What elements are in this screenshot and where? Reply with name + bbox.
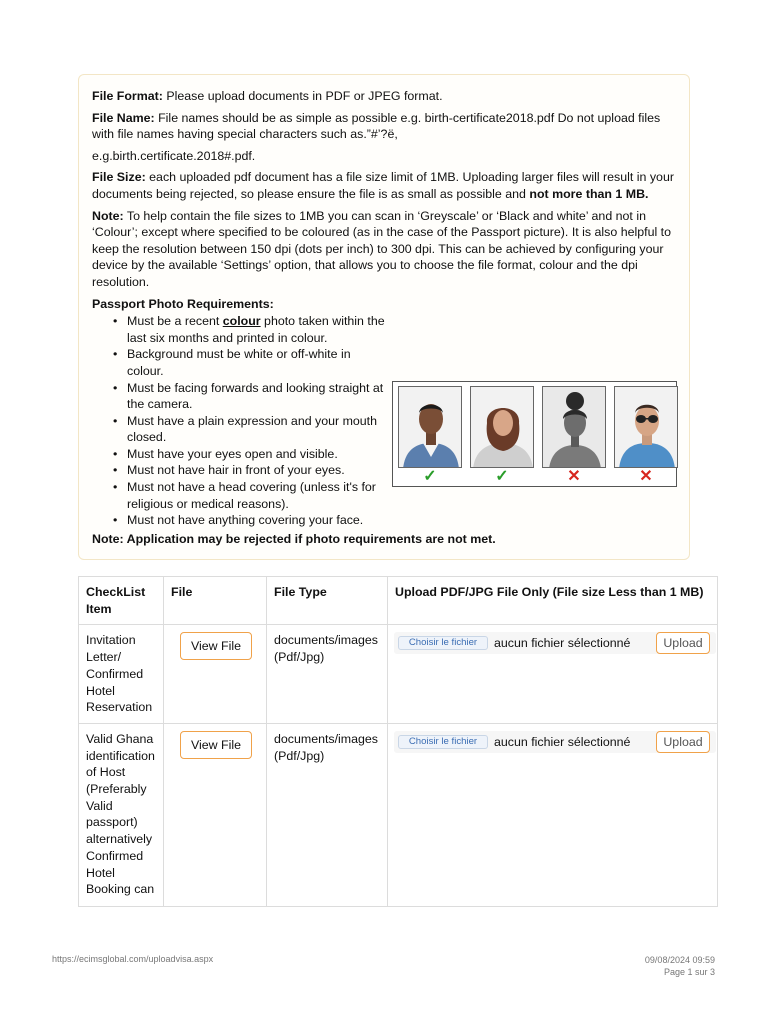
file-size-label: File Size: [92, 170, 146, 185]
file-format-paragraph [92, 88, 676, 105]
example-photo-acceptable-1 [398, 386, 462, 468]
file-format-text: Please upload documents in PDF or JPEG format. [162, 89, 443, 103]
photo-requirements-section [92, 313, 676, 543]
requirement-item [92, 313, 388, 346]
choose-file-button[interactable]: Choisir le fichier [398, 735, 488, 749]
passport-photo-examples [392, 381, 677, 487]
column-header-upload: Upload PDF/JPG File Only (File size Less than 1 MB) [388, 577, 718, 625]
footer-url: https://ecimsglobal.com/uploadvisa.aspx [52, 954, 214, 964]
upload-button[interactable]: Upload [656, 731, 710, 753]
acceptable-check-icon: ✓ [495, 468, 509, 486]
requirement-text: photo taken within the last six months and printed in colour. [127, 314, 385, 345]
note-text: To help contain the file sizes to 1MB you can scan in ‘Greyscale’ or ‘Black and white’ and not in ‘Colour’; except where specified to be coloured (as in the case of the Passport picture). It is also helpful to keep the resolution between 150 dpi (dots per inch) to 300 dpi. This can be achieved by configuring your device by the available ‘Settings’ option, that allows you to choose the file format, colour and the dpi resolution. [92, 208, 671, 289]
requirement-item: • Must have a plain expression and your mouth closed. [92, 413, 388, 446]
rejected-cross-icon: ✕ [639, 468, 653, 486]
column-header-file: File [164, 577, 267, 625]
checklist-table [78, 576, 718, 907]
example-photo-rejected-1 [542, 386, 606, 468]
file-format-label: File Format: [92, 89, 163, 103]
photo-requirements-title [92, 296, 676, 313]
file-type-cell: documents/images (Pdf/Jpg) [267, 625, 388, 724]
requirement-item: • Must be facing forwards and looking straight at the camera. [92, 380, 388, 413]
file-size-limit: not more than 1 MB. [529, 186, 649, 201]
upload-button[interactable]: Upload [656, 632, 710, 654]
requirement-item: • Must have your eyes open and visible. [92, 446, 388, 463]
photo-requirements-list [92, 313, 388, 529]
footer-meta [645, 954, 715, 978]
view-file-button[interactable]: View File [180, 731, 252, 759]
file-cell [164, 625, 267, 724]
column-header-checklist-item: CheckList Item [79, 577, 164, 625]
view-file-button[interactable]: View File [180, 632, 252, 660]
file-cell [164, 723, 267, 906]
file-name-example: e.g.birth.certificate.2018#.pdf. [92, 148, 256, 163]
checklist-item-cell: Invitation Letter/ Confirmed Hotel Reservation [79, 625, 164, 724]
file-name-paragraph [92, 110, 676, 143]
requirement-item: • Must not have a head covering (unless it's for religious or medical reasons). [92, 479, 388, 512]
requirement-item: • Must not have hair in front of your eyes. [92, 462, 388, 479]
table-row [79, 723, 718, 906]
photo-requirements-title-text: Passport Photo Requirements: [92, 296, 274, 311]
acceptable-check-icon: ✓ [423, 468, 437, 486]
example-photo-rejected-2 [614, 386, 678, 468]
upload-cell [388, 723, 718, 906]
upload-control [394, 632, 710, 654]
file-name-label: File Name: [92, 110, 155, 125]
upload-cell [388, 625, 718, 724]
requirement-item: • Must not have anything covering your face. [92, 512, 388, 529]
no-file-selected-text: aucun fichier sélectionné [494, 636, 631, 651]
file-type-cell: documents/images (Pdf/Jpg) [267, 723, 388, 906]
note-label: Note: [92, 208, 124, 223]
upload-control [394, 731, 710, 753]
column-header-file-type: File Type [267, 577, 388, 625]
footer-page-number: Page 1 sur 3 [663, 967, 715, 977]
footer-datetime: 09/08/2024 09:59 [644, 955, 715, 965]
requirement-item: • Background must be white or off-white in colour. [92, 346, 388, 379]
note-paragraph [92, 208, 676, 291]
example-photo-acceptable-2 [470, 386, 534, 468]
rejection-warning: Note: Application may be rejected if photo requirements are not met. [92, 532, 496, 546]
file-size-text: each uploaded pdf document has a file size limit of 1MB. Uploading larger files will result in your documents being rejected, so please ensure the file is as small as possible and [92, 170, 674, 201]
requirement-emphasis: colour [222, 314, 261, 329]
file-size-paragraph [92, 169, 676, 202]
requirement-text: Must be a recent [127, 314, 223, 329]
table-header-row [79, 577, 718, 625]
checklist-item-cell: Valid Ghana identification of Host (Preferably Valid passport) alternatively Confirmed Hotel Booking can [79, 723, 164, 906]
table-row [79, 625, 718, 724]
upload-instructions-panel [78, 74, 690, 560]
rejected-cross-icon: ✕ [567, 468, 581, 486]
file-name-text: File names should be as simple as possible e.g. birth-certificate2018.pdf Do not upload files with file names having special characters such as.”#’?ë, [92, 110, 661, 142]
choose-file-button[interactable]: Choisir le fichier [398, 636, 488, 650]
no-file-selected-text: aucun fichier sélectionné [494, 734, 631, 749]
